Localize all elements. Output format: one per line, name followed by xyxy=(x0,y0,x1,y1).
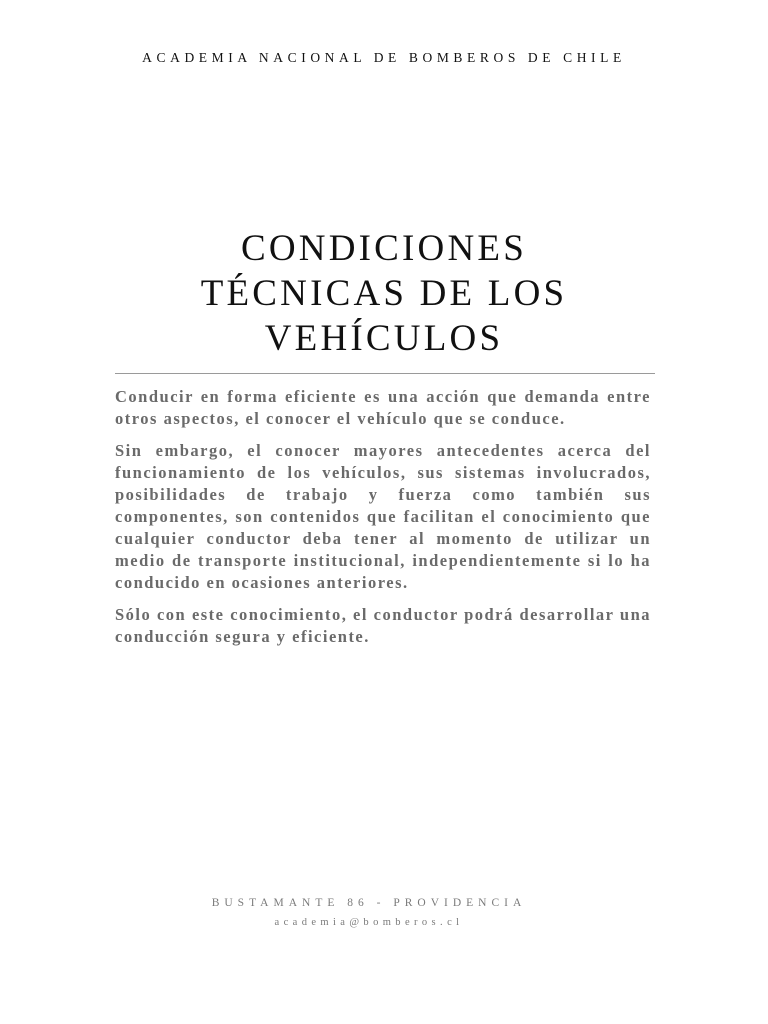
footer-address: BUSTAMANTE 86 - PROVIDENCIA xyxy=(211,897,527,909)
title-line-3: VEHÍCULOS xyxy=(264,318,504,359)
document-title xyxy=(0,226,768,361)
body-paragraph-3: Sólo con este conocimiento, el conductor podrá desarrollar una conducción segura y eficiente. xyxy=(115,605,651,646)
title-line-1: CONDICIONES xyxy=(241,228,527,269)
organization-header: ACADEMIA NACIONAL DE BOMBEROS DE CHILE xyxy=(142,50,626,65)
title-line-2: TÉCNICAS DE LOS xyxy=(200,273,568,314)
footer-email: academia@bomberos.cl xyxy=(274,917,464,928)
title-divider xyxy=(115,373,655,374)
body-text xyxy=(115,386,651,658)
body-paragraph-1: Conducir en forma eficiente es una acción que demanda entre otros aspectos, el conocer el vehículo que se conduce. xyxy=(115,387,651,428)
body-paragraph-2: Sin embargo, el conocer mayores antecedentes acerca del funcionamiento de los vehículos, sus sistemas involucrados, posibilidades de trabajo y fuerza como también sus componentes, son contenidos que facilitan el conocimiento que cualquier conductor deba tener al momento de utilizar un medio de transporte institucional, independientemente si lo ha conducido en ocasiones anteriores. xyxy=(115,441,651,592)
